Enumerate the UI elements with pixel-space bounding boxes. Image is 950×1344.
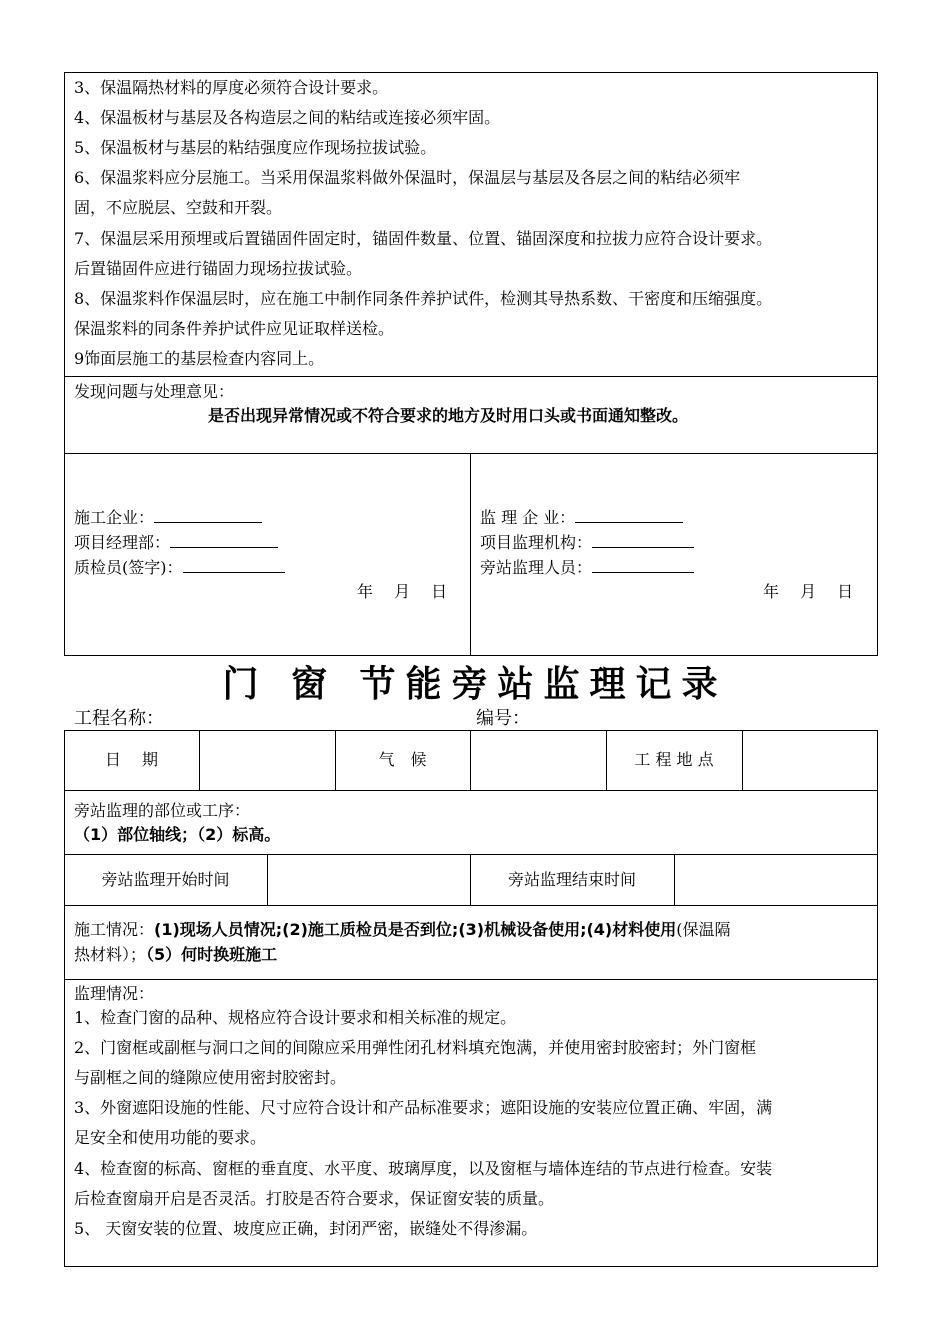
start-time-cell[interactable] <box>268 860 470 900</box>
construction-company-label: 施工企业： <box>74 508 155 527</box>
construction-status-bold-2: （5）何时换班施工 <box>146 945 278 964</box>
project-manager-label: 项目经理部： <box>74 533 171 552</box>
inspector-label: 质检员(签字)： <box>74 558 183 577</box>
start-time-label: 旁站监理开始时间 <box>101 870 230 889</box>
date-value-cell[interactable] <box>200 740 334 780</box>
problem-text: 是否出现异常情况或不符合要求的地方及时用口头或书面通知整改。 <box>208 406 689 425</box>
parts-label: 旁站监理的部位或工序： <box>74 801 251 820</box>
construction-status-prefix-2: 热材料）； <box>74 945 147 964</box>
project-name-label: 工程名称： <box>74 708 164 729</box>
end-time-label: 旁站监理结束时间 <box>507 870 636 889</box>
item-line: 7、保温层采用预埋或后置锚固件固定时，锚固件数量、位置、锚固深度和拉拔力应符合设计要求。 <box>74 229 773 248</box>
construction-status-line-2 <box>74 945 277 965</box>
number-label: 编号： <box>476 708 530 729</box>
item-line: 3、保温隔热材料的厚度必须符合设计要求。 <box>74 78 389 97</box>
row-divider <box>64 854 878 855</box>
construction-company-field[interactable] <box>154 507 262 523</box>
item-line: 后置锚固件应进行锚固力现场拉拔试验。 <box>74 259 363 278</box>
row-divider <box>64 905 878 906</box>
item-line: 8、保温浆料作保温层时，应在施工中制作同条件养护试件，检测其导热系数、干密度和压缩强度。 <box>74 289 773 308</box>
page-title: 门 窗 节能旁站监理记录 <box>222 664 728 705</box>
supervision-item: 3、外窗遮阳设施的性能、尺寸应符合设计和产品标准要求；遮阳设施的安装应位置正确、牢固，满 <box>74 1098 773 1117</box>
supervision-item: 2、门窗框或副框与洞口之间的间隙应采用弹性闭孔材料填充饱满，并使用密封胶密封；外门窗框 <box>74 1038 757 1057</box>
supervision-company-row <box>480 507 683 528</box>
signature-divider <box>470 453 471 656</box>
supervision-item: 与副框之间的缝隙应使用密封胶密封。 <box>74 1068 347 1087</box>
supervision-org-row <box>480 532 694 553</box>
location-label: 工 程 地 点 <box>634 750 714 769</box>
location-value-cell[interactable] <box>743 740 877 780</box>
project-manager-row <box>74 532 278 553</box>
supervision-item: 后检查窗扇开启是否灵活。打胶是否符合要求，保证窗安装的质量。 <box>74 1189 555 1208</box>
date-label: 日 期 <box>104 750 159 769</box>
item-line: 固，不应脱层、空鼓和开裂。 <box>74 198 283 217</box>
parts-text: （1）部位轴线；（2）标高。 <box>74 825 281 844</box>
problem-label: 发现问题与处理意见： <box>74 382 235 401</box>
upper-divider-2 <box>64 453 878 454</box>
supervision-date: 年 月 日 <box>763 582 854 601</box>
end-time-cell[interactable] <box>675 860 877 900</box>
supervision-item: 4、检查窗的标高、窗框的垂直度、水平度、玻璃厚度，以及窗框与墙体连结的节点进行检查。安装 <box>74 1159 773 1178</box>
item-line: 6、保温浆料应分层施工。当采用保温浆料做外保温时，保温层与基层及各层之间的粘结必须牢 <box>74 168 741 187</box>
construction-status-bold: (1)现场人员情况;(2)施工质检员是否到位;(3)机械设备使用;(4)材料使用 <box>154 920 677 939</box>
supervision-item: 足安全和使用功能的要求。 <box>74 1128 267 1147</box>
supervision-item: 5、 天窗安装的位置、坡度应正确，封闭严密，嵌缝处不得渗漏。 <box>74 1219 538 1238</box>
weather-label: 气 候 <box>378 750 427 769</box>
construction-company-row <box>74 507 262 528</box>
upper-divider-1 <box>64 376 878 377</box>
weather-value-cell[interactable] <box>471 740 605 780</box>
supervisor-label: 旁站监理人员： <box>480 558 593 577</box>
construction-date: 年 月 日 <box>357 582 448 601</box>
supervision-label: 监理情况： <box>74 984 155 1003</box>
inspector-row <box>74 557 285 578</box>
item-line: 保温浆料的同条件养护试件应见证取样送检。 <box>74 319 395 338</box>
construction-status-line-1 <box>74 920 731 940</box>
item-line: 5、保温板材与基层的粘结强度应作现场拉拔试验。 <box>74 138 437 157</box>
supervision-item: 1、检查门窗的品种、规格应符合设计要求和相关标准的规定。 <box>74 1008 517 1027</box>
project-manager-field[interactable] <box>170 532 278 548</box>
row-divider <box>64 979 878 980</box>
item-line: 9饰面层施工的基层检查内容同上。 <box>74 349 325 368</box>
supervision-company-field[interactable] <box>575 507 683 523</box>
supervisor-row <box>480 557 694 578</box>
construction-status-suffix: (保温隔 <box>676 920 731 939</box>
inspector-signature-field[interactable] <box>183 557 285 573</box>
supervisor-field[interactable] <box>592 557 694 573</box>
construction-status-prefix: 施工情况： <box>74 920 155 939</box>
supervision-org-label: 项目监理机构： <box>480 533 593 552</box>
supervision-org-field[interactable] <box>592 532 694 548</box>
row-divider <box>64 790 878 791</box>
supervision-company-label: 监 理 企 业： <box>480 508 576 527</box>
item-line: 4、保温板材与基层及各构造层之间的粘结或连接必须牢固。 <box>74 108 501 127</box>
